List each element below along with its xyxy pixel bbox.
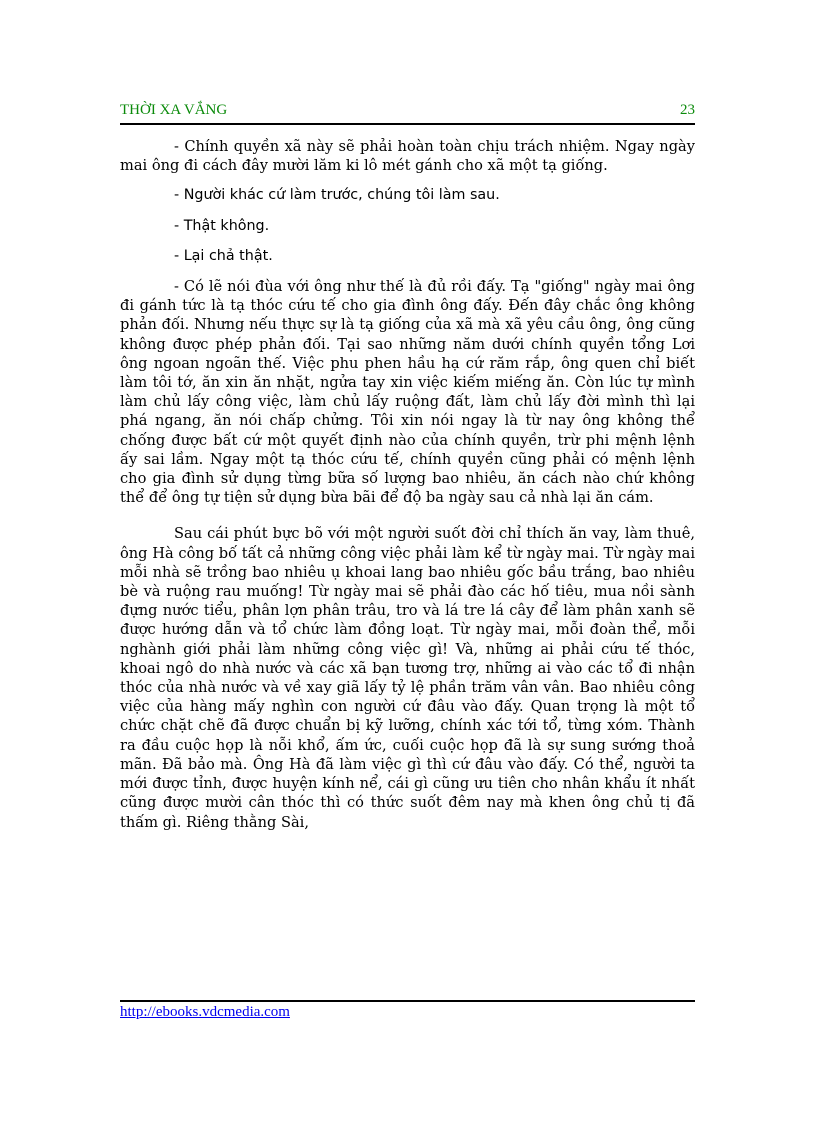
- paragraph: - Người khác cứ làm trước, chúng tôi làm sau.: [174, 187, 500, 204]
- page-body: [120, 137, 695, 832]
- paragraph: - Có lẽ nói đùa với ông như thế là đủ rồi đấy. Tạ "giống" ngày mai ông đi gánh tức là tạ thóc cứu tế cho gia đình ông đấy. Đến đây chắc ông không phản đối. Nhưng nếu thực sự là tạ giống của xã mà xã yêu cầu ông, ông cũng không được phép phản đối. Tại sao những năm dưới chính quyền tổng Lơi ông ngoan ngoãn thế. Việc phu phen hầu hạ cứ răm rắp, ông quen chỉ biết làm tôi tớ, ăn xin ăn nhặt, ngửa tay xin việc kiếm miếng ăn. Còn lúc tự mình làm chủ lấy công việc, làm chủ lấy ruộng đất, làm chủ lấy đời mình thì lại phá ngang, ăn nói chấp chửng. Tôi xin nói ngay là từ nay ông không thể chống được bất cứ một quyết định nào của chính quyền, trừ phi mệnh lệnh ấy sai lầm. Ngay một tạ thóc cứu tế, chính quyền cũng phải có mệnh lệnh cho gia đình sử dụng từng bữa số lượng bao nhiêu, ăn cách nào chứ không thể để ông tự tiện sử dụng bừa bãi để độ ba ngày sau cả nhà lại ăn cám.: [120, 278, 695, 507]
- paragraph: - Lại chả thật.: [174, 247, 273, 264]
- running-title: THỜI XA VẮNG: [120, 102, 228, 118]
- paragraph: Sau cái phút bực bõ với một người suốt đời chỉ thích ăn vay, làm thuê, ông Hà công bố tất cả những công việc phải làm kể từ ngày mai. Từ ngày mai mỗi nhà sẽ trồng bao nhiêu ụ khoai lang bao nhiêu gốc bầu trắng, bao nhiêu bè và ruộng rau muống! Từ ngày mai sẽ phải đào các hố tiêu, mua nồi sành đựng nước tiểu, phân lợn phân trâu, tro và lá tre lá cây để làm phân xanh sẽ được hướng dẫn và tổ chức làm đồng loạt. Từ ngày mai, mỗi đoàn thể, mỗi nghành giới phải làm những công việc gì! Và, những ai phải cứu tế thóc, khoai ngô do nhà nước và các xã bạn tương trợ, những ai vào các tổ đi nhận thóc của nhà nước và về xay giã lấy tỷ lệ phần trăm vân vân. Bao nhiêu công việc của hàng mấy nghìn con người cứ đâu vào đấy. Quan trọng là một tổ chức chặt chẽ đã được chuẩn bị kỹ lưỡng, chính xác tới tổ, từng xóm. Thành ra đầu cuộc họp là nỗi khổ, ấm ức, cuối cuộc họp đã là sự sung sướng thoả mãn. Đã bảo mà. Ông Hà đã làm việc gì thì cứ đâu vào đấy. Có thể, người ta mới được tỉnh, được huyện kính nể, cái gì cũng ưu tiên cho nhân khẩu ít nhất cũng được mười cân thóc thì có thức suốt đêm nay mà khen ông chủ tị đã thấm gì. Riêng thằng Sài,: [120, 525, 695, 831]
- paragraph: - Chính quyền xã này sẽ phải hoàn toàn chịu trách nhiệm. Ngay ngày mai ông đi cách đây mười lăm ki lô mét gánh cho xã một tạ giống.: [120, 138, 695, 175]
- paragraph: - Thật không.: [174, 217, 270, 234]
- page-number: 23: [680, 102, 695, 118]
- footer-link[interactable]: http://ebooks.vdcmedia.com: [120, 1004, 290, 1020]
- footer-divider: [120, 1000, 695, 1002]
- page-header: [120, 101, 695, 125]
